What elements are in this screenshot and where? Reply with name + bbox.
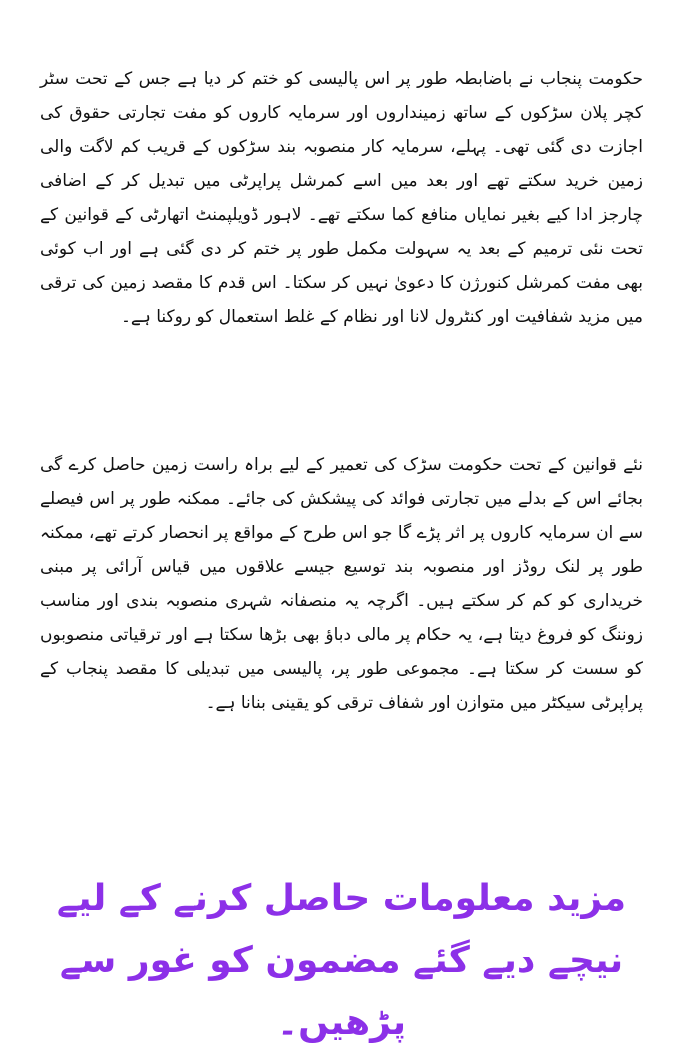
article-paragraph: نئے قوانین کے تحت حکومت سڑک کی تعمیر کے لیے براہ راست زمین حاصل کرے گی بجائے اس کے بدلے میں تجارتی فوائد کی پیشکش کی جائے۔ ممکنہ طور پر اس فیصلے سے ان سرمایہ کاروں پر اثر پڑے گا جو اس طرح کے مواقع پر انحصار کرتے تھے، ممکنہ طور پر لنک روڈز اور منصوبہ بند توسیع جیسے علاقوں میں قیاس آرائی پر مبنی خریداری کو کم کر سکتے ہیں۔ اگرچہ یہ منصفانہ شہری منصوبہ بندی اور مناسب زوننگ کو فروغ دیتا ہے، یہ حکام پر مالی دباؤ بھی بڑھا سکتا ہے اور ترقیاتی منصوبوں کو سست کر سکتا ہے۔ مجموعی طور پر، پالیسی میں تبدیلی کا مقصد پنجاب کے پراپرٹی سیکٹر میں متوازن اور شفاف ترقی کو یقینی بنانا ہے۔ (40, 455, 643, 713)
article-paragraph: حکومت پنجاب نے باضابطہ طور پر اس پالیسی کو ختم کر دیا ہے جس کے تحت سٹر کچر پلان سڑکوں کے ساتھ زمینداروں اور سرمایہ کاروں کو مفت تجارتی حقوق کی اجازت دی گئی تھی۔ پہلے، سرمایہ کار منصوبہ بند سڑکوں کے قریب کم لاگت والی زمین خرید سکتے تھے اور بعد میں اسے کمرشل پراپرٹی میں تبدیل کر کے اضافی چارجز ادا کیے بغیر نمایاں منافع کما سکتے تھے۔ لاہور ڈویلپمنٹ اتھارٹی کے قوانین کے تحت نئی ترمیم کے بعد یہ سہولت مکمل طور پر ختم کر دی گئی ہے اور اب کوئی بھی مفت کمرشل کنورژن کا دعویٰ نہیں کر سکتا۔ اس قدم کا مقصد زمین کی ترقی میں مزید شفافیت اور کنٹرول لانا اور نظام کے غلط استعمال کو روکنا ہے۔ (40, 69, 643, 327)
call-to-action-heading: مزید معلومات حاصل کرنے کے لیے نیچے دیے گئے مضمون کو غور سے پڑھیں۔ (56, 878, 627, 1043)
